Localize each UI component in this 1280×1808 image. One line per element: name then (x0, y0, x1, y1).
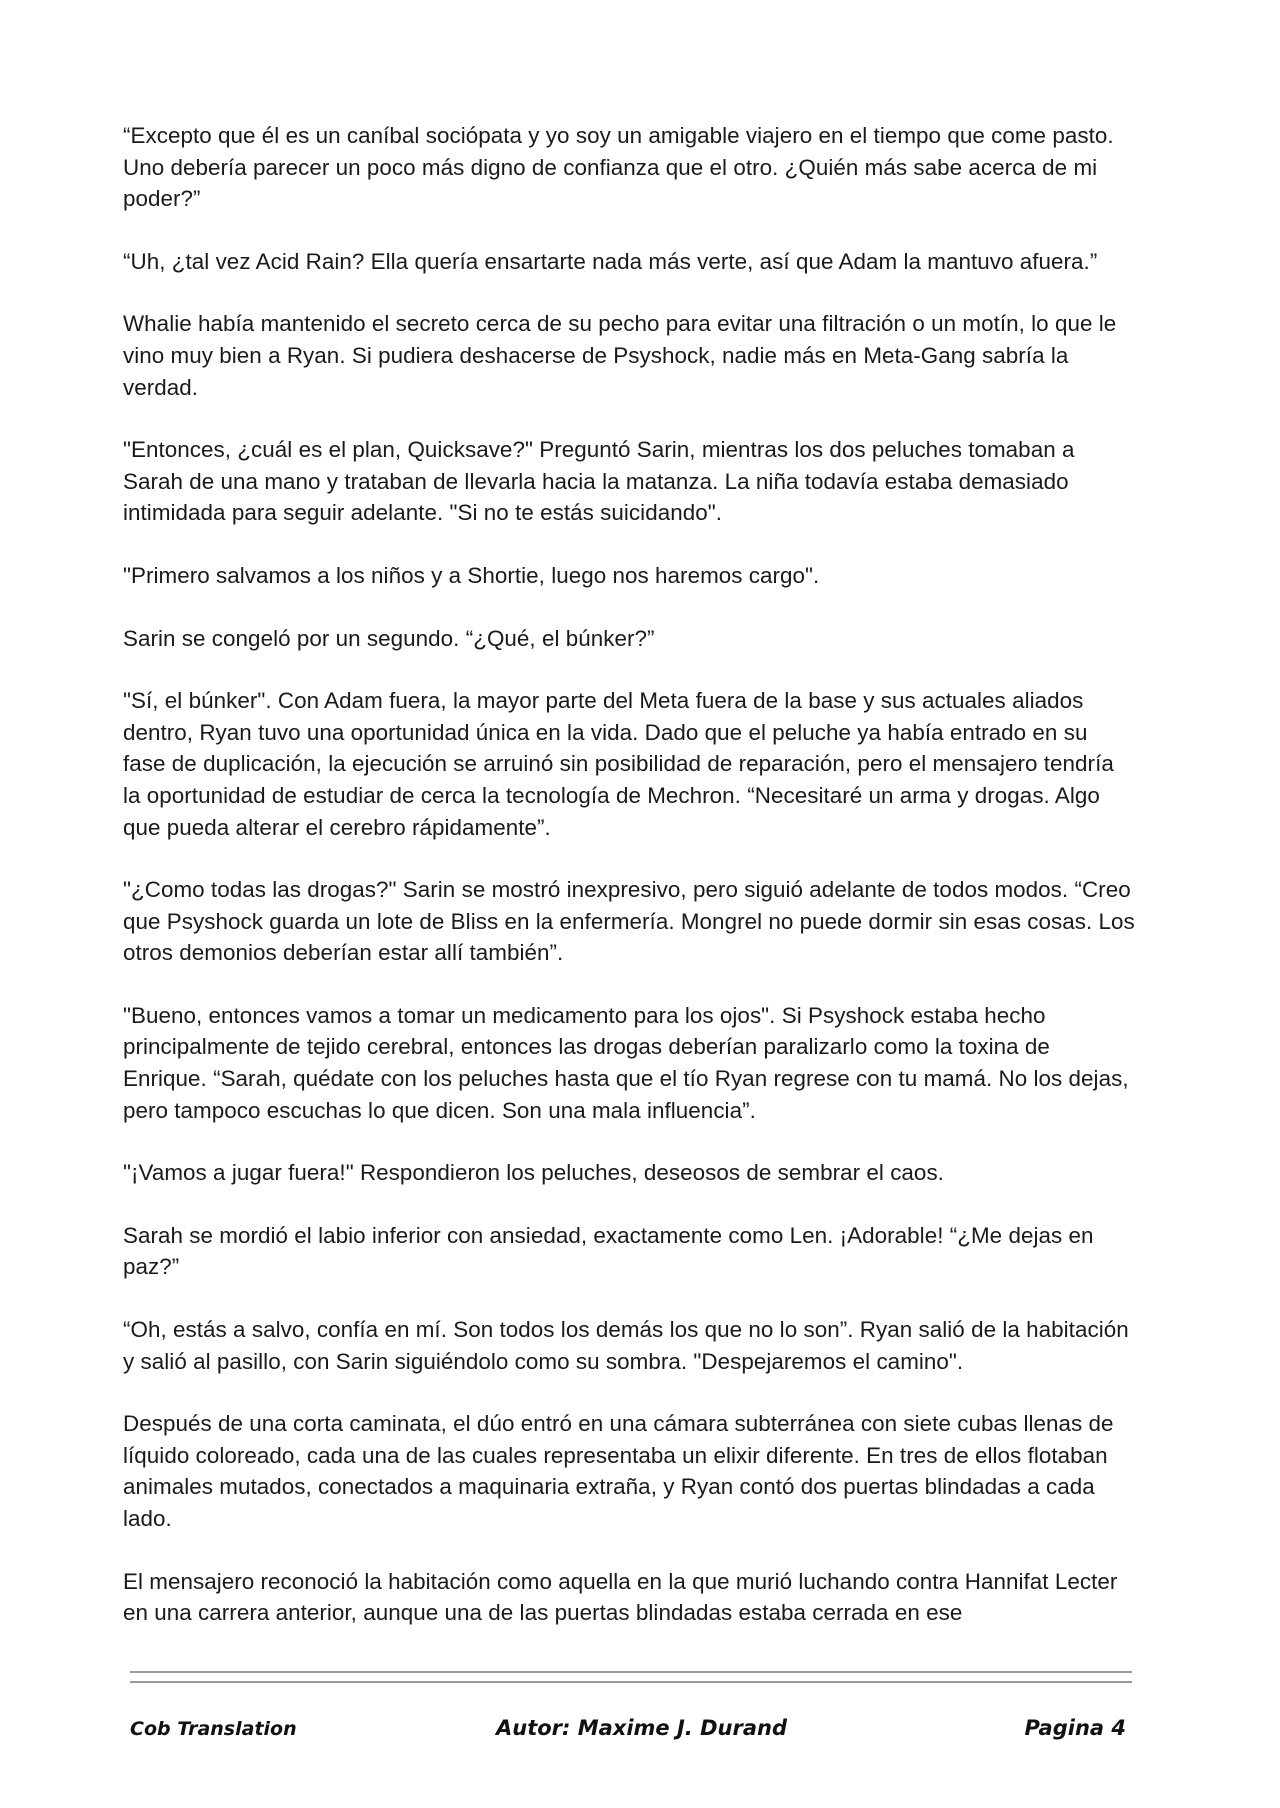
paragraph: Whalie había mantenido el secreto cerca de su pecho para evitar una filtración o un motín, lo que le vino muy bien a Ryan. Si pudiera deshacerse de Psyshock, nadie más en Meta-Gang sabría la verdad. (123, 311, 1117, 400)
footer-author: Autor: Maxime J. Durand (496, 1716, 787, 1740)
paragraph: “Oh, estás a salvo, confía en mí. Son todos los demás los que no lo son”. Ryan salió de la habitación y salió al pasillo, con Sarin siguiéndolo como su sombra. "Despejaremos el camino". (123, 1317, 1129, 1374)
paragraph: “Uh, ¿tal vez Acid Rain? Ella quería ensartarte nada más verte, así que Adam la mantuvo afuera.” (123, 248, 1098, 274)
paragraph: Sarin se congeló por un segundo. “¿Qué, el búnker?” (123, 625, 655, 651)
paragraph: "Bueno, entonces vamos a tomar un medicamento para los ojos". Si Psyshock estaba hecho principalmente de tejido cerebral, entonces las drogas deberían paralizarlo como la toxina de Enrique. “Sarah, quédate con los peluches hasta que el tío Ryan regrese con tu mamá. No los dejas, pero tampoco escuchas lo que dicen. Son una mala influencia”. (123, 1002, 1129, 1123)
body-text (123, 120, 1135, 1660)
footer-divider-bottom (130, 1681, 1132, 1683)
paragraph: Después de una corta caminata, el dúo entró en una cámara subterránea con siete cubas llenas de líquido coloreado, cada una de las cuales representaba un elixir diferente. En tres de ellos flotaban animales mutados, conectados a maquinaria extraña, y Ryan contó dos puertas blindadas a cada lado. (123, 1411, 1114, 1531)
paragraph: El mensajero reconoció la habitación como aquella en la que murió luchando contra Hannifat Lecter en una carrera anterior, aunque una de las puertas blindadas estaba cerrada en ese (123, 1568, 1118, 1626)
paragraph: “Excepto que él es un caníbal sociópata y yo soy un amigable viajero en el tiempo que come pasto. Uno debería parecer un poco más digno de confianza que el otro. ¿Quién más sabe acerca de mi poder?” (123, 123, 1114, 212)
paragraph: "Entonces, ¿cuál es el plan, Quicksave?" Preguntó Sarin, mientras los dos peluches tomaban a Sarah de una mano y trataban de llevarla hacia la matanza. La niña todavía estaba demasiado intimidada para seguir adelante. "Si no te estás suicidando". (123, 437, 1075, 526)
footer-translator: Cob Translation (130, 1718, 297, 1740)
paragraph: "Primero salvamos a los niños y a Shortie, luego nos haremos cargo". (123, 562, 820, 588)
footer-divider-top (130, 1671, 1132, 1673)
paragraph: "¿Como todas las drogas?" Sarin se mostró inexpresivo, pero siguió adelante de todos modos. “Creo que Psyshock guarda un lote de Bliss en la enfermería. Mongrel no puede dormir sin esas cosas. Los otros demonios deberían estar allí también”. (123, 877, 1135, 966)
paragraph: Sarah se mordió el labio inferior con ansiedad, exactamente como Len. ¡Adorable! “¿Me dejas en paz?” (123, 1222, 1094, 1280)
paragraph: "¡Vamos a jugar fuera!" Respondieron los peluches, deseosos de sembrar el caos. (123, 1160, 944, 1186)
paragraph: "Sí, el búnker". Con Adam fuera, la mayor parte del Meta fuera de la base y sus actuales aliados dentro, Ryan tuvo una oportunidad única en la vida. Dado que el peluche ya había entrado en su fase de duplicación, la ejecución se arruinó sin posibilidad de reparación, pero el mensajero tendría la oportunidad de estudiar de cerca la tecnología de Mechron. “Necesitaré un arma y drogas. Algo que pueda alterar el cerebro rápidamente”. (123, 688, 1114, 840)
footer-page-number: Pagina 4 (1024, 1716, 1126, 1740)
page-footer (130, 1716, 1132, 1750)
